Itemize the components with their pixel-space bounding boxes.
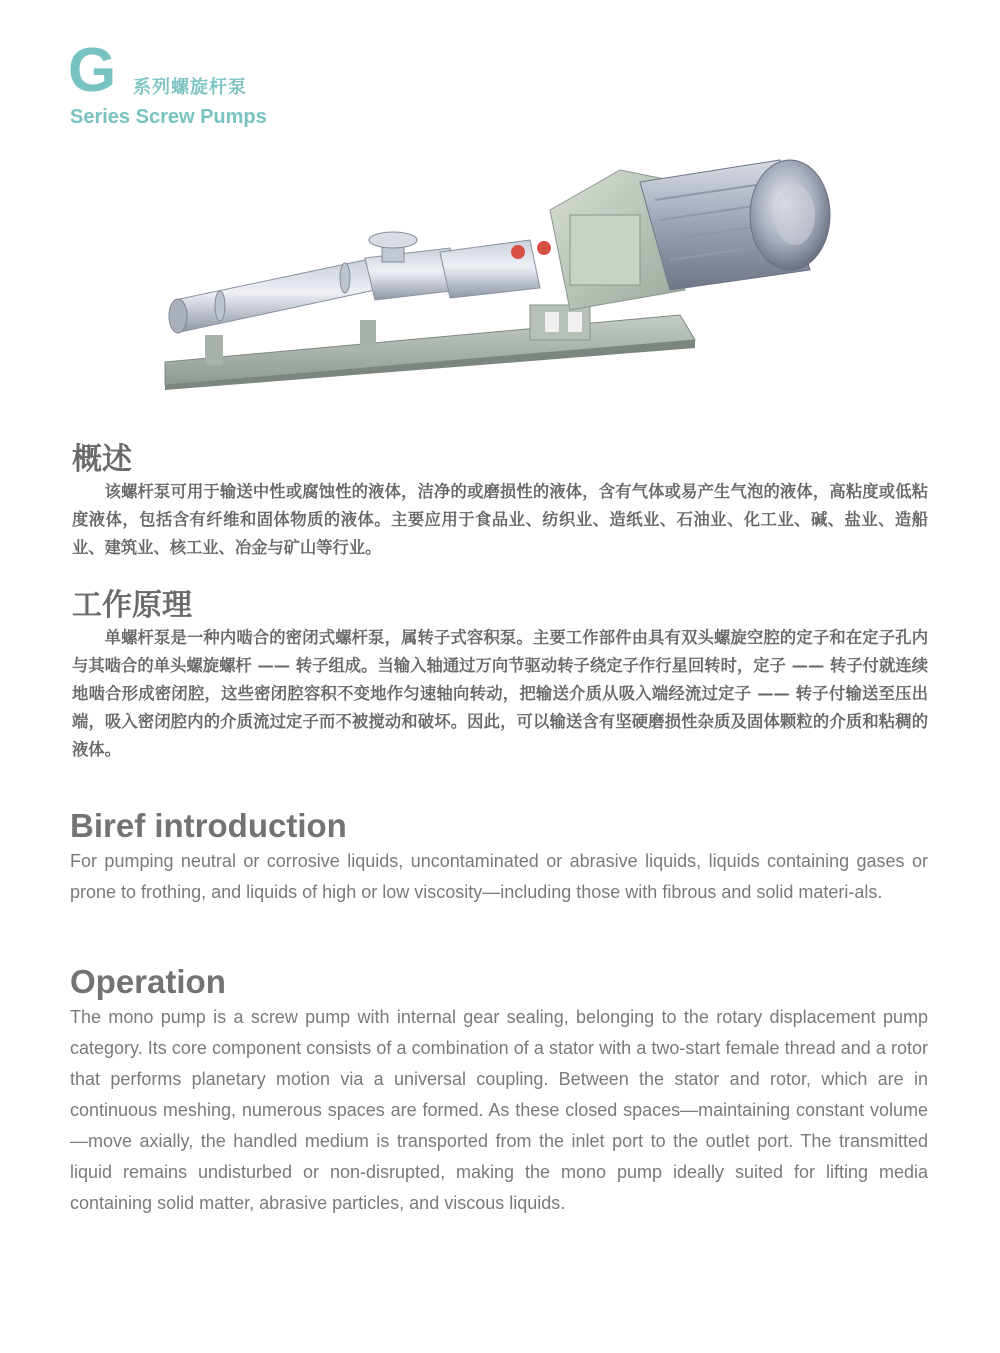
operation-heading: Operation xyxy=(70,963,226,1000)
series-letter: G xyxy=(68,36,117,105)
series-header xyxy=(68,36,468,140)
screw-pump-image xyxy=(150,140,850,400)
operation-section xyxy=(70,962,928,1219)
brief-section xyxy=(70,806,928,908)
overview-section xyxy=(72,442,928,562)
series-title-en: Series Screw Pumps xyxy=(70,106,267,128)
series-title-cn: 系列螺旋杆泵 xyxy=(133,77,247,98)
operation-text: The mono pump is a screw pump with internal gear sealing, belonging to the rotary displacement pump category. Its core component consists of a combination of a stator with a two-start female thread and a rotor that performs planetary motion via a universal coupling. Between the stator and rotor, which are in continuous meshing, numerous spaces are formed. As these closed spaces—maintaining constant volume—move axially, the handled medium is transported from the inlet port to the outlet port. The transmitted liquid remains undisturbed or non-disrupted, making the mono pump ideally suited for lifting media containing solid matter, abrasive particles, and viscous liquids. xyxy=(70,1007,928,1213)
brief-text: For pumping neutral or corrosive liquids, uncontaminated or abrasive liquids, liquids containing gases or prone to frothing, and liquids of high or low viscosity—including those with fibrous and solid materi-als. xyxy=(70,851,928,902)
overview-heading: 概述 xyxy=(72,442,132,477)
principle-text: 单螺杆泵是一种内啮合的密闭式螺杆泵，属转子式容积泵。主要工作部件由具有双头螺旋空腔的定子和在定子孔内与其啮合的单头螺旋螺杆 —— 转子组成。当输入轴通过万向节驱动转子绕定子作行星回转时，定子 —— 转子付就连续地啮合形成密闭腔，这些密闭腔容积不变地作匀速轴向转动，把输送介质从吸入端经流过定子 —— 转子付输送至压出端，吸入密闭腔内的介质流过定子而不被搅动和破坏。因此，可以输送含有坚硬磨损性杂质及固体颗粒的介质和粘稠的液体。 xyxy=(72,628,928,759)
brief-heading: Biref introduction xyxy=(70,807,347,844)
overview-text: 该螺杆泵可用于输送中性或腐蚀性的液体，洁净的或磨损性的液体，含有气体或易产生气泡的液体，高粘度或低粘度液体，包括含有纤维和固体物质的液体。主要应用于食品业、纺织业、造纸业、石油业、化工业、碱、盐业、造船业、建筑业、核工业、冶金与矿山等行业。 xyxy=(72,482,928,557)
principle-heading: 工作原理 xyxy=(72,588,192,623)
principle-section xyxy=(72,588,928,764)
